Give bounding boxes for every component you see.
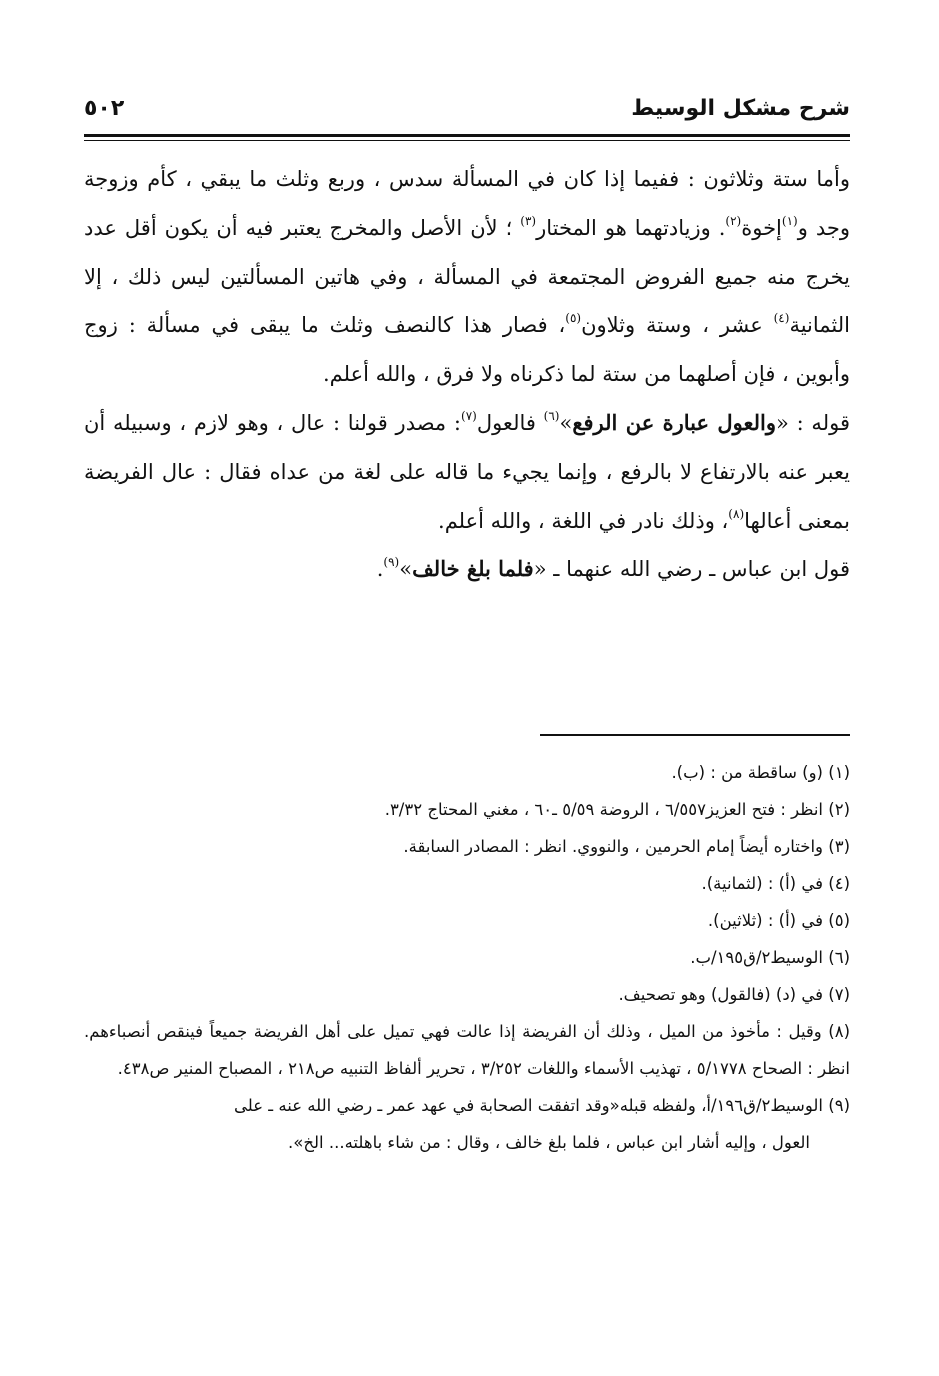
header-rule-thin [84, 140, 850, 141]
footnote-9: (٩) الوسيط٢/ق١٩٦/أ، ولفظه قبله«وقد اتفقت الصحابة في عهد عمر ـ رضي الله عنه ـ على [233, 1096, 850, 1115]
footnote-ref-9: (٩) [383, 555, 400, 570]
text-run: ، فصار هذا كالنصف وثلث ما يبقى في مسألة : زوج وأبوين ، فإن أصلهما من ستة لما ذكرناه ولا فرق ، والله أعلم. [84, 313, 850, 387]
page [84, 94, 850, 1152]
page-header [84, 94, 850, 130]
footnote-ref-4: (٤) [773, 311, 790, 326]
header-rule-thick [84, 134, 850, 137]
footnote-ref-7: (٧) [461, 408, 477, 423]
footnote-ref-6: (٦) [543, 408, 560, 423]
footnote-9-continued: العول ، وإليه أشار ابن عباس ، فلما بلغ خالف ، وقال : من شاء باهلته... الخ». [288, 1133, 810, 1152]
footnote-ref-1: (١) [781, 213, 798, 228]
footnote-5: (٥) في (أ) : (ثلاثين). [707, 911, 850, 930]
text-run: ، وذلك نادر في اللغة ، والله أعلم. [438, 508, 729, 533]
footnote-ref-8: (٨) [728, 506, 745, 521]
quoted-phrase: فلما بلغ خالف [412, 556, 534, 582]
text-run: » [559, 410, 573, 435]
footnote-3: (٣) واختاره أيضاً إمام الحرمين ، والنووي. انظر : المصادر السابقة. [403, 837, 850, 856]
text-run: وأما ستة وثلاثون : ففيما إذا كان في المسألة سدس ، وربع وثلث ما يبقي ، كأم وزوجة وجد و [84, 167, 850, 240]
text-run: قوله : « [776, 410, 850, 435]
footnote-6: (٦) الوسيط٢/ق١٩٥/ب. [690, 948, 850, 967]
footnote-2: (٢) انظر : فتح العزيز٦/٥٥٧ ، الروضة ٥/٥٩ ـ٦٠ ، مغني المحتاج ٣/٣٢. [384, 800, 850, 819]
text-run: » [399, 557, 413, 582]
footnote-7: (٧) في (د) (فالقول) وهو تصحيف. [618, 985, 850, 1004]
footnote-separator [540, 734, 850, 736]
paragraph-2 [84, 399, 850, 545]
text-run: . [376, 557, 384, 582]
running-title: شرح مشكل الوسيط [631, 96, 850, 121]
paragraph-3 [84, 545, 850, 594]
footnote-ref-3: (٣) [520, 213, 537, 228]
text-run: ؛ لأن الأصل والمخرج يعتبر فيه أن يكون أقل عدد يخرج منه جميع الفروض المجتمعة في المسألة ، وفي هاتين المسألتين ليس ذلك ، إلا الثمانية [84, 215, 850, 338]
footnote-ref-5: (٥) [565, 311, 582, 326]
footnote-4: (٤) في (أ) : (لثمانية). [701, 874, 850, 893]
main-text [84, 155, 850, 594]
paragraph-1 [84, 155, 850, 399]
text-run: إخوة [741, 215, 782, 240]
footnote-ref-2: (٢) [725, 213, 742, 228]
footnote-8: (٨) وقيل : مأخوذ من الميل ، وذلك أن الفريضة إذا عالت فهي تميل على أهل الفريضة جميعاً فينقص أنصباءهم. انظر : الصحاح ٥/١٧٧٨ ، تهذيب الأسماء واللغات ٣/٢٥٢ ، تحرير ألفاظ التنبيه ص٢١٨ ، المصباح المنير ص٤٣٨. [84, 1022, 850, 1078]
text-run: قول ابن عباس ـ رضي الله عنهما ـ « [533, 557, 850, 582]
footnote-1: (١) (و) ساقطة من : (ب). [671, 763, 850, 782]
page-number: ٥٠٢ [84, 96, 125, 121]
footnotes [84, 754, 850, 1161]
text-run: : مصدر قولنا : عال ، وهو لازم ، وسبيله أن يعبر عنه بالارتفاع لا بالرفع ، وإنما يجيء ما قاله على لغة من عداه فقال : عال الفريضة بمعنى أعالها [84, 410, 850, 533]
text-run: فالعول [476, 410, 544, 435]
text-run: . وزيادتهما هو المختار [536, 215, 726, 240]
text-run: عشر ، وستة وثلاون [581, 313, 774, 338]
quoted-phrase: والعول عبارة عن الرفع [572, 409, 777, 435]
